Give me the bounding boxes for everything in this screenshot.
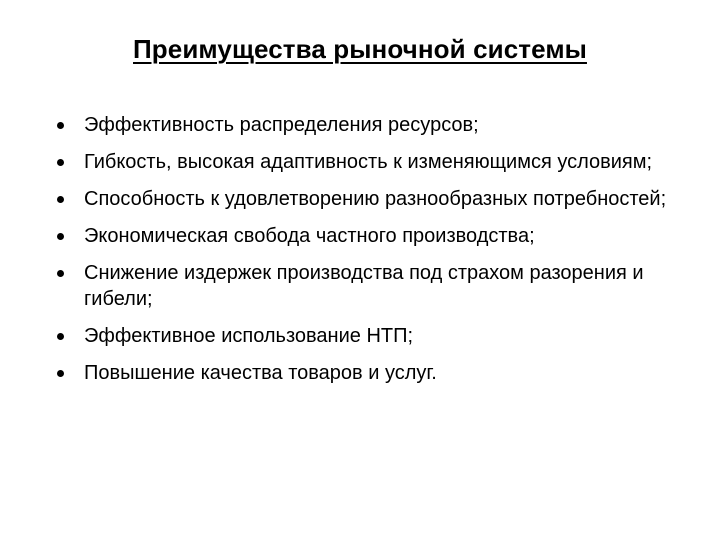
bullet-icon bbox=[57, 270, 64, 277]
bullet-text: Экономическая свобода частного производства; bbox=[84, 225, 535, 247]
bullet-icon bbox=[57, 159, 64, 166]
bullet-item bbox=[57, 149, 677, 175]
slide-title: Преимущества рыночной системы bbox=[133, 34, 587, 64]
bullet-item bbox=[57, 223, 677, 249]
bullet-text: Способность к удовлетворению разнообразных потребностей; bbox=[84, 188, 667, 210]
bullet-icon bbox=[57, 233, 64, 240]
bullet-text: Эффективность распределения ресурсов; bbox=[84, 114, 479, 136]
bullet-item bbox=[57, 112, 677, 138]
bullet-icon bbox=[57, 333, 64, 340]
bullet-text: Снижение издержек производства под страхом разорения и гибели; bbox=[84, 262, 644, 310]
bullet-text: Повышение качества товаров и услуг. bbox=[84, 362, 437, 384]
bullet-icon bbox=[57, 122, 64, 129]
bullet-item bbox=[57, 260, 677, 312]
bullet-icon bbox=[57, 370, 64, 377]
bullet-item bbox=[57, 323, 677, 349]
bullet-item bbox=[57, 186, 677, 212]
bullet-list bbox=[57, 112, 677, 397]
bullet-icon bbox=[57, 196, 64, 203]
bullet-text: Гибкость, высокая адаптивность к изменяющимся условиям; bbox=[84, 151, 653, 173]
bullet-text: Эффективное использование НТП; bbox=[84, 325, 414, 347]
bullet-item bbox=[57, 360, 677, 386]
